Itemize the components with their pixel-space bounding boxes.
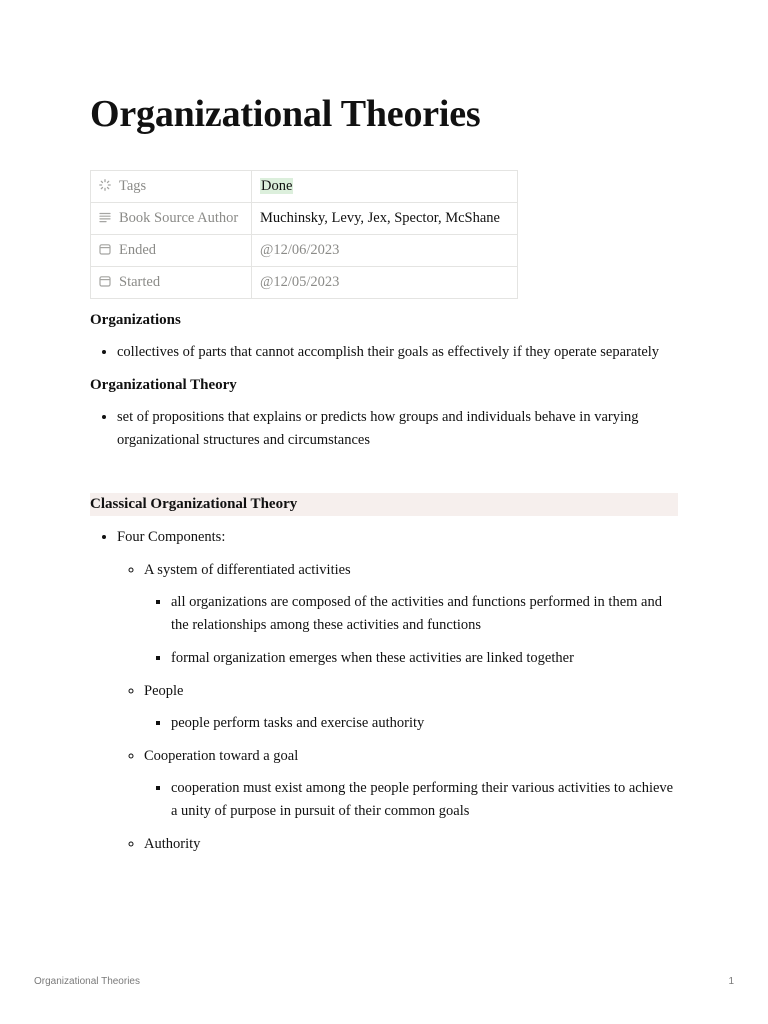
calendar-icon [99, 243, 111, 255]
properties-table [90, 170, 518, 299]
property-key-label: Book Source Author [119, 210, 239, 226]
component-details [144, 777, 678, 823]
property-key-label: Ended [119, 242, 157, 258]
property-value-cell[interactable] [252, 203, 518, 235]
footer-page-number: 1 [728, 976, 734, 987]
list-item: • collectives of parts that cannot accomplish their goals as effectively if they operate separately [117, 341, 678, 364]
component-details [144, 712, 678, 735]
calendar-icon [99, 275, 111, 287]
text-lines-icon [99, 211, 111, 223]
property-value-cell[interactable] [252, 235, 518, 267]
component-item [144, 833, 678, 856]
organizational-theory-heading: Organizational Theory [90, 377, 237, 393]
classical-theory-list [90, 526, 678, 856]
component-label: People [144, 683, 184, 699]
page-title: Organizational Theories [90, 93, 481, 135]
property-key-label: Started [119, 274, 161, 290]
date-value: @12/06/2023 [260, 242, 340, 258]
organizations-heading: Organizations [90, 312, 181, 328]
property-value: Muchinsky, Levy, Jex, Spector, McShane [260, 210, 500, 226]
date-value: @12/05/2023 [260, 274, 340, 290]
organizations-list [90, 341, 678, 364]
detail-item: ▪ people perform tasks and exercise authority [171, 712, 678, 735]
component-label: Cooperation toward a goal [144, 748, 299, 764]
property-key-cell [91, 203, 252, 235]
list-item: • set of propositions that explains or predicts how groups and individuals behave in varying organizational structures and circumstances [117, 406, 678, 452]
component-label: A system of differentiated activities [144, 562, 351, 578]
property-value-cell[interactable] [252, 171, 518, 203]
component-details [144, 591, 678, 670]
component-label: Authority [144, 836, 201, 852]
page-content [90, 309, 678, 866]
property-key-cell [91, 171, 252, 203]
organizational-theory-list [90, 406, 678, 452]
footer-title: Organizational Theories [34, 976, 140, 987]
property-key-label: Tags [119, 178, 147, 194]
property-row-started [91, 267, 518, 299]
status-tag[interactable]: Done [261, 178, 293, 194]
property-key-cell [91, 235, 252, 267]
property-row-ended [91, 235, 518, 267]
detail-item: ▪ cooperation must exist among the people performing their various activities to achieve a unity of purpose in pursuit of their common goals [171, 777, 678, 823]
detail-item: ▪ all organizations are composed of the activities and functions performed in them and the relationships among these activities and functions [171, 591, 678, 637]
classical-theory-heading: Classical Organizational Theory [90, 493, 678, 516]
components-list [117, 559, 678, 856]
detail-item: ▪ formal organization emerges when these activities are linked together [171, 647, 678, 670]
property-row-author [91, 203, 518, 235]
property-value-cell[interactable] [252, 267, 518, 299]
loading-spinner-icon [99, 179, 111, 191]
component-item [144, 680, 678, 735]
property-row-tags [91, 171, 518, 203]
property-key-cell [91, 267, 252, 299]
list-item [117, 526, 678, 856]
component-item [144, 745, 678, 823]
list-item-label: Four Components: [117, 529, 226, 545]
component-item [144, 559, 678, 670]
